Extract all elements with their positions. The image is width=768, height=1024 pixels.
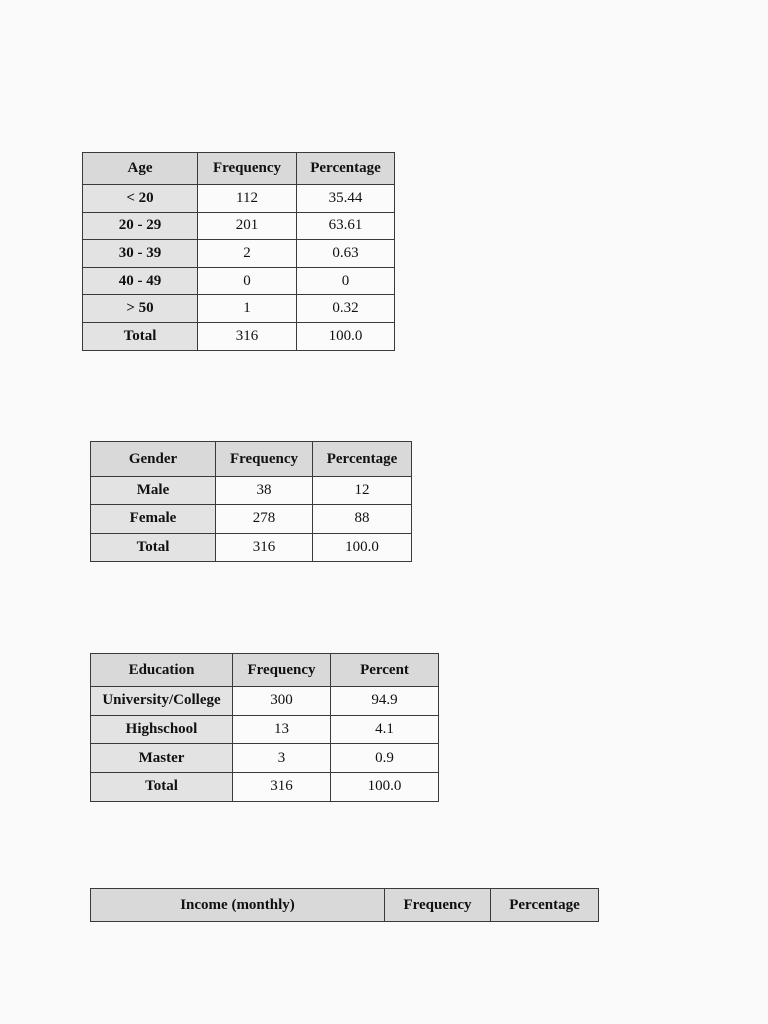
- age-table: [82, 152, 395, 351]
- frequency-cell: 2: [198, 240, 297, 268]
- table-row: [83, 267, 395, 295]
- frequency-column-header: Frequency: [233, 654, 331, 687]
- percent-column-header: Percent: [331, 654, 439, 687]
- percentage-cell: 0.32: [297, 295, 395, 323]
- row-label: Total: [83, 322, 198, 350]
- row-label: Female: [91, 505, 216, 533]
- percentage-cell: 12: [313, 477, 412, 505]
- percentage-cell: 100.0: [313, 533, 412, 561]
- percentage-cell: 100.0: [297, 322, 395, 350]
- percentage-cell: 35.44: [297, 185, 395, 213]
- table-row: [91, 715, 439, 744]
- frequency-column-header: Frequency: [216, 442, 313, 477]
- frequency-column-header: Frequency: [198, 153, 297, 185]
- row-label: Total: [91, 773, 233, 802]
- table-row-total: [91, 533, 412, 561]
- frequency-cell: 278: [216, 505, 313, 533]
- table-row: [91, 505, 412, 533]
- table-row: [91, 744, 439, 773]
- frequency-column-header: Frequency: [385, 889, 491, 922]
- row-label: Master: [91, 744, 233, 773]
- gender-table: [90, 441, 412, 562]
- percentage-cell: 88: [313, 505, 412, 533]
- frequency-cell: 316: [216, 533, 313, 561]
- frequency-cell: 316: [198, 322, 297, 350]
- gender-table-header-row: [91, 442, 412, 477]
- income-column-header: Income (monthly): [91, 889, 385, 922]
- row-label: 40 - 49: [83, 267, 198, 295]
- row-label: Total: [91, 533, 216, 561]
- education-table-header-row: [91, 654, 439, 687]
- table-row-total: [83, 322, 395, 350]
- row-label: > 50: [83, 295, 198, 323]
- frequency-cell: 300: [233, 687, 331, 716]
- frequency-cell: 0: [198, 267, 297, 295]
- percentage-cell: 0.63: [297, 240, 395, 268]
- row-label: Male: [91, 477, 216, 505]
- table-row: [83, 212, 395, 240]
- frequency-cell: 38: [216, 477, 313, 505]
- gender-column-header: Gender: [91, 442, 216, 477]
- table-row: [91, 477, 412, 505]
- percentage-cell: 0.9: [331, 744, 439, 773]
- row-label: Highschool: [91, 715, 233, 744]
- education-table: [90, 653, 439, 802]
- education-column-header: Education: [91, 654, 233, 687]
- income-table-header-row: [91, 889, 599, 922]
- percentage-cell: 0: [297, 267, 395, 295]
- frequency-cell: 13: [233, 715, 331, 744]
- percentage-cell: 94.9: [331, 687, 439, 716]
- frequency-cell: 201: [198, 212, 297, 240]
- row-label: University/College: [91, 687, 233, 716]
- table-row: [91, 687, 439, 716]
- age-column-header: Age: [83, 153, 198, 185]
- row-label: 30 - 39: [83, 240, 198, 268]
- percentage-cell: 63.61: [297, 212, 395, 240]
- age-table-header-row: [83, 153, 395, 185]
- frequency-cell: 3: [233, 744, 331, 773]
- percentage-cell: 4.1: [331, 715, 439, 744]
- frequency-cell: 316: [233, 773, 331, 802]
- percentage-column-header: Percentage: [297, 153, 395, 185]
- table-row-total: [91, 773, 439, 802]
- percentage-cell: 100.0: [331, 773, 439, 802]
- table-row: [83, 240, 395, 268]
- percentage-column-header: Percentage: [313, 442, 412, 477]
- income-table: [90, 888, 599, 922]
- frequency-cell: 112: [198, 185, 297, 213]
- frequency-cell: 1: [198, 295, 297, 323]
- percentage-column-header: Percentage: [491, 889, 599, 922]
- table-row: [83, 185, 395, 213]
- row-label: 20 - 29: [83, 212, 198, 240]
- row-label: < 20: [83, 185, 198, 213]
- table-row: [83, 295, 395, 323]
